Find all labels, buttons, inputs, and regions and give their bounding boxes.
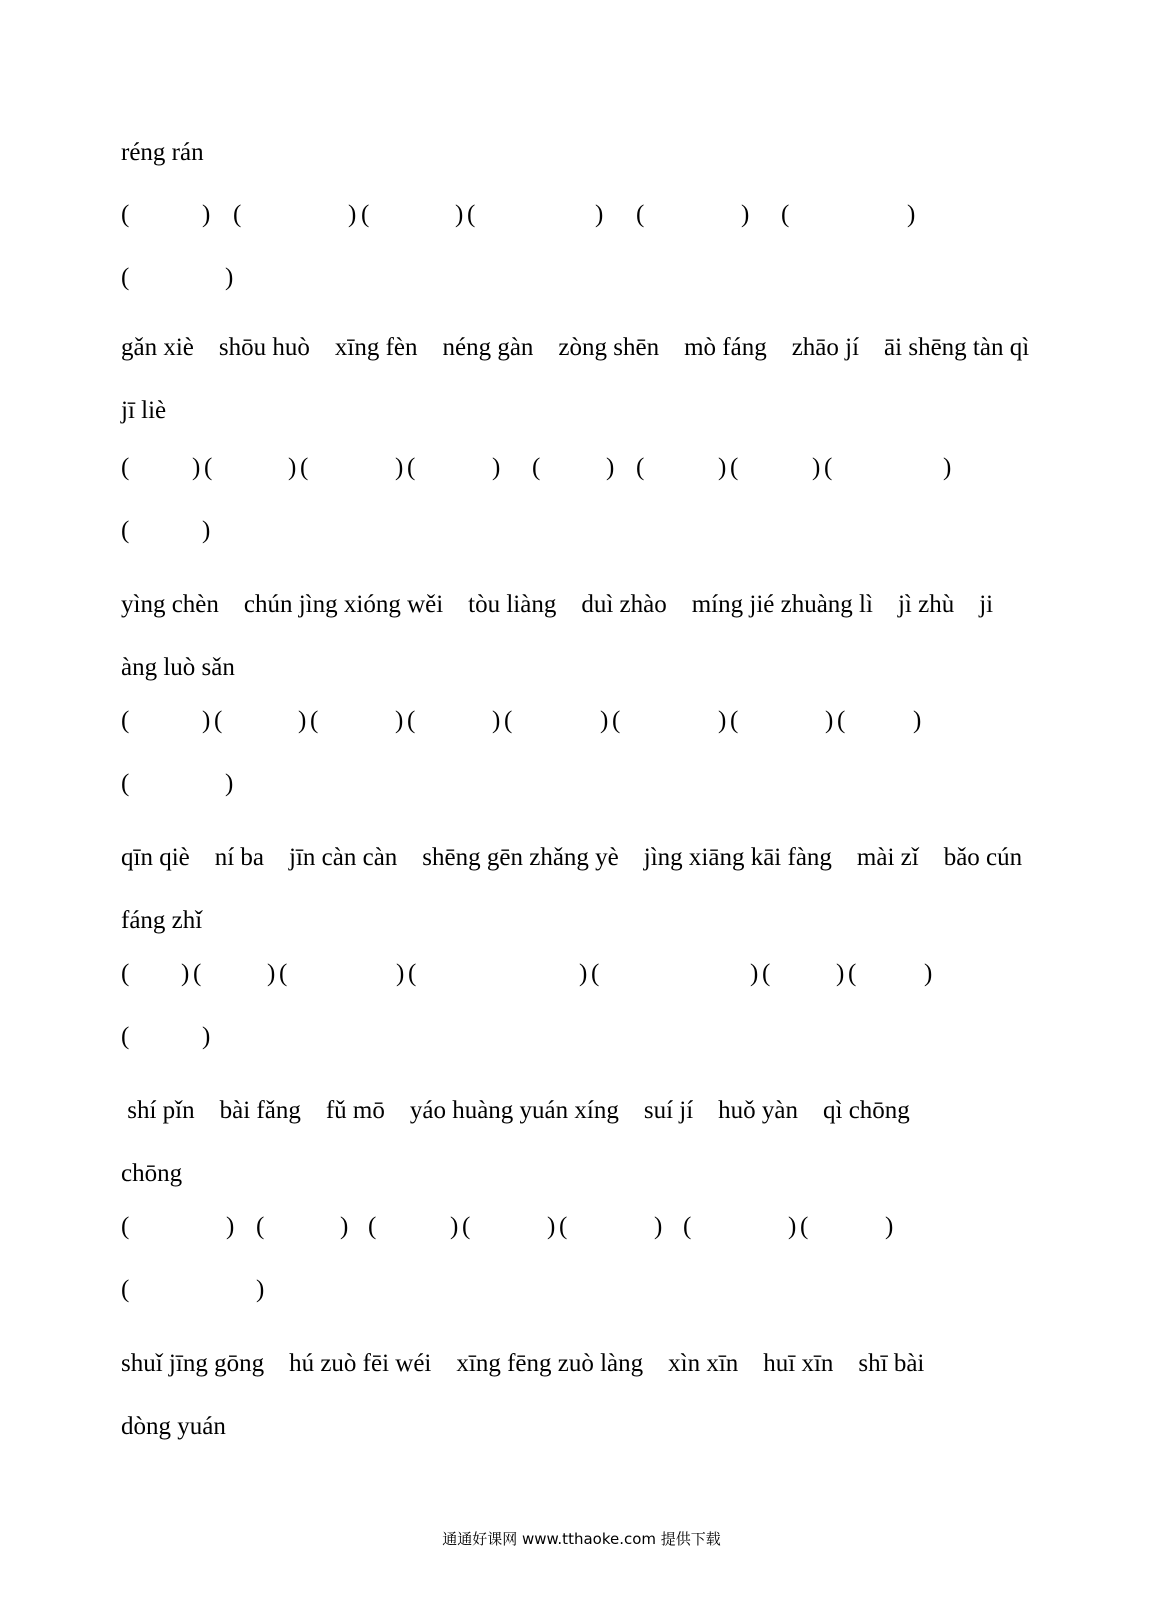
paren-open: ( bbox=[361, 201, 370, 228]
paren-close: ) bbox=[579, 960, 588, 987]
paren-close: ) bbox=[913, 707, 922, 734]
pinyin-row: chōng bbox=[121, 1160, 183, 1187]
paren-open: ( bbox=[462, 1213, 471, 1240]
paren-close: ) bbox=[256, 1276, 265, 1303]
paren-close: ) bbox=[225, 264, 234, 291]
paren-close: ) bbox=[718, 454, 727, 481]
paren-open: ( bbox=[121, 1213, 130, 1240]
paren-open: ( bbox=[559, 1213, 568, 1240]
paren-close: ) bbox=[825, 707, 834, 734]
paren-open: ( bbox=[368, 1213, 377, 1240]
paren-open: ( bbox=[532, 454, 541, 481]
paren-open: ( bbox=[233, 201, 242, 228]
paren-close: ) bbox=[455, 201, 464, 228]
page-footer: 通通好课网 www.tthaoke.com 提供下载 bbox=[442, 1530, 721, 1548]
paren-open: ( bbox=[121, 707, 130, 734]
paren-open: ( bbox=[781, 201, 790, 228]
pinyin-row: jī liè bbox=[121, 397, 167, 424]
paren-close: ) bbox=[348, 201, 357, 228]
paren-close: ) bbox=[226, 1213, 235, 1240]
paren-close: ) bbox=[907, 201, 916, 228]
pinyin-row: réng rán bbox=[121, 139, 204, 166]
paren-close: ) bbox=[547, 1213, 556, 1240]
paren-close: ) bbox=[606, 454, 615, 481]
pinyin-row: gǎn xiè shōu huò xīng fèn néng gàn zòng shēn mò fáng zhāo jí āi shēng tàn qì bbox=[121, 334, 1030, 361]
paren-open: ( bbox=[800, 1213, 809, 1240]
paren-close: ) bbox=[395, 707, 404, 734]
paren-open: ( bbox=[204, 454, 213, 481]
paren-close: ) bbox=[395, 454, 404, 481]
paren-open: ( bbox=[214, 707, 223, 734]
pinyin-row: àng luò sǎn bbox=[121, 654, 235, 681]
pinyin-row: yìng chèn chún jìng xióng wěi tòu liàng duì zhào míng jié zhuàng lì jì zhù ji bbox=[121, 591, 994, 618]
paren-close: ) bbox=[192, 454, 201, 481]
paren-close: ) bbox=[943, 454, 952, 481]
paren-close: ) bbox=[812, 454, 821, 481]
paren-open: ( bbox=[848, 960, 857, 987]
paren-close: ) bbox=[202, 517, 211, 544]
paren-close: ) bbox=[202, 1023, 211, 1050]
paren-open: ( bbox=[121, 1276, 130, 1303]
paren-open: ( bbox=[730, 707, 739, 734]
paren-close: ) bbox=[298, 707, 307, 734]
paren-close: ) bbox=[492, 454, 501, 481]
paren-close: ) bbox=[225, 770, 234, 797]
paren-close: ) bbox=[492, 707, 501, 734]
paren-open: ( bbox=[256, 1213, 265, 1240]
paren-open: ( bbox=[636, 454, 645, 481]
paren-close: ) bbox=[718, 707, 727, 734]
paren-open: ( bbox=[636, 201, 645, 228]
paren-open: ( bbox=[408, 960, 417, 987]
paren-close: ) bbox=[202, 201, 211, 228]
paren-open: ( bbox=[121, 264, 130, 291]
paren-close: ) bbox=[741, 201, 750, 228]
paren-open: ( bbox=[407, 707, 416, 734]
paren-close: ) bbox=[788, 1213, 797, 1240]
paren-close: ) bbox=[836, 960, 845, 987]
paren-close: ) bbox=[595, 201, 604, 228]
paren-open: ( bbox=[121, 1023, 130, 1050]
paren-close: ) bbox=[340, 1213, 349, 1240]
pinyin-row: qīn qiè ní ba jīn càn càn shēng gēn zhǎng yè jìng xiāng kāi fàng mài zǐ bǎo cún bbox=[121, 844, 1023, 871]
paren-close: ) bbox=[450, 1213, 459, 1240]
paren-close: ) bbox=[181, 960, 190, 987]
paren-open: ( bbox=[730, 454, 739, 481]
paren-open: ( bbox=[121, 201, 130, 228]
paren-open: ( bbox=[193, 960, 202, 987]
paren-close: ) bbox=[600, 707, 609, 734]
paren-open: ( bbox=[824, 454, 833, 481]
paren-close: ) bbox=[750, 960, 759, 987]
paren-open: ( bbox=[591, 960, 600, 987]
paren-open: ( bbox=[121, 960, 130, 987]
paren-open: ( bbox=[121, 454, 130, 481]
paren-open: ( bbox=[121, 770, 130, 797]
paren-open: ( bbox=[279, 960, 288, 987]
paren-close: ) bbox=[924, 960, 933, 987]
paren-open: ( bbox=[310, 707, 319, 734]
paren-open: ( bbox=[762, 960, 771, 987]
paren-close: ) bbox=[267, 960, 276, 987]
paren-close: ) bbox=[654, 1213, 663, 1240]
pinyin-row: shí pǐn bài fǎng fǔ mō yáo huàng yuán xíng suí jí huǒ yàn qì chōng bbox=[121, 1097, 910, 1124]
paren-open: ( bbox=[467, 201, 476, 228]
pinyin-row: shuǐ jīng gōng hú zuò fēi wéi xīng fēng zuò làng xìn xīn huī xīn shī bài bbox=[121, 1350, 925, 1377]
paren-open: ( bbox=[612, 707, 621, 734]
pinyin-row: fáng zhǐ bbox=[121, 907, 203, 934]
paren-open: ( bbox=[407, 454, 416, 481]
paren-close: ) bbox=[202, 707, 211, 734]
paren-open: ( bbox=[683, 1213, 692, 1240]
paren-close: ) bbox=[288, 454, 297, 481]
pinyin-row: dòng yuán bbox=[121, 1413, 226, 1440]
paren-open: ( bbox=[504, 707, 513, 734]
paren-close: ) bbox=[396, 960, 405, 987]
paren-open: ( bbox=[300, 454, 309, 481]
paren-open: ( bbox=[121, 517, 130, 544]
paren-close: ) bbox=[885, 1213, 894, 1240]
paren-open: ( bbox=[837, 707, 846, 734]
